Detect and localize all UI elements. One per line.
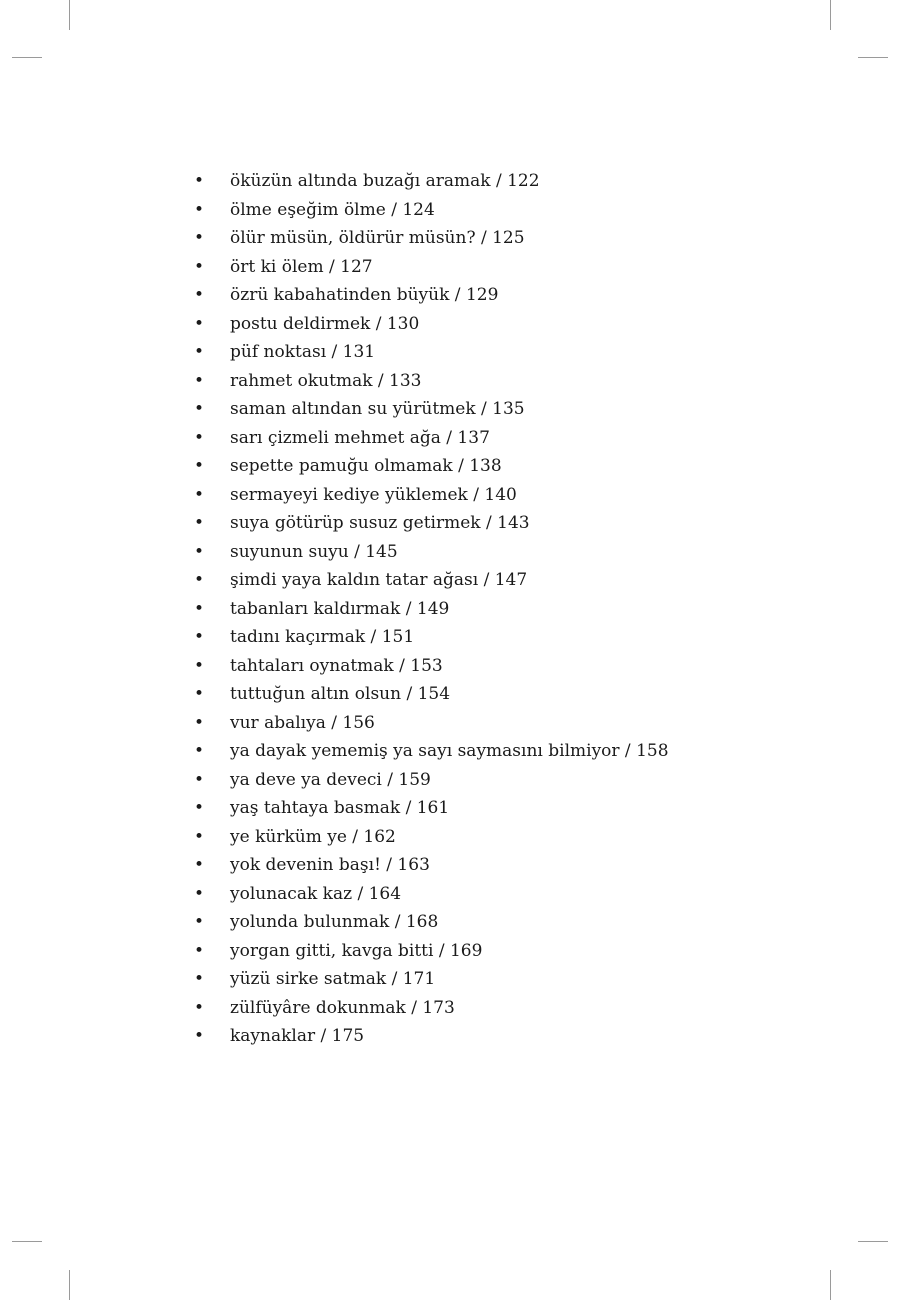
toc-entry-text: yaş tahtaya basmak / 161 xyxy=(230,798,450,818)
list-item xyxy=(194,196,814,225)
bullet-icon: • xyxy=(194,855,205,875)
list-item xyxy=(194,709,814,738)
crop-mark-top-left-horizontal xyxy=(12,57,42,58)
bullet-icon: • xyxy=(194,769,205,790)
toc-entry-text: postu deldirmek / 130 xyxy=(230,313,420,334)
bullet-icon: • xyxy=(194,598,205,619)
toc-entry-text: suyunun suyu / 145 xyxy=(230,541,398,562)
bullet-icon: • xyxy=(194,655,205,676)
bullet-icon: • xyxy=(194,171,205,191)
toc-entry-text: sepette pamuğu olmamak / 138 xyxy=(230,456,502,476)
toc-entry-text: öküzün altında buzağı aramak / 122 xyxy=(230,171,540,191)
list-item xyxy=(194,167,814,196)
bullet-icon: • xyxy=(194,513,205,533)
bullet-icon: • xyxy=(194,997,205,1018)
crop-mark-top-left-vertical xyxy=(69,0,70,30)
toc-entry-text: yolunda bulunmak / 168 xyxy=(230,912,439,932)
list-item xyxy=(194,851,814,880)
toc-entry-text: yüzü sirke satmak / 171 xyxy=(230,969,436,989)
bullet-icon: • xyxy=(194,741,205,761)
bullet-icon: • xyxy=(194,370,205,391)
list-item xyxy=(194,367,814,396)
toc-entry-text: ye kürküm ye / 162 xyxy=(230,826,396,847)
list-item xyxy=(194,880,814,909)
list-item xyxy=(194,281,814,310)
bullet-icon: • xyxy=(194,570,205,590)
crop-mark-bottom-right-vertical xyxy=(830,1270,831,1300)
bullet-icon: • xyxy=(194,399,205,419)
crop-mark-top-right-horizontal xyxy=(858,57,888,58)
list-item xyxy=(194,766,814,795)
toc-entry-text: vur abalıya / 156 xyxy=(230,712,375,733)
list-item xyxy=(194,452,814,481)
list-item xyxy=(194,509,814,538)
bullet-icon: • xyxy=(194,712,205,733)
list-item xyxy=(194,652,814,681)
toc-entry-text: ya deve ya deveci / 159 xyxy=(230,769,431,790)
toc-entry-text: kaynaklar / 175 xyxy=(230,1026,365,1046)
list-item xyxy=(194,965,814,994)
bullet-icon: • xyxy=(194,228,205,248)
toc-entry-text: tahtaları oynatmak / 153 xyxy=(230,655,443,676)
list-item xyxy=(194,1022,814,1051)
list-item xyxy=(194,794,814,823)
toc-entry-text: şimdi yaya kaldın tatar ağası / 147 xyxy=(230,570,528,590)
list-item xyxy=(194,623,814,652)
toc-entry-text: saman altından su yürütmek / 135 xyxy=(230,399,525,419)
toc-entry-text: püf noktası / 131 xyxy=(230,342,376,362)
toc-entry-text: ört ki ölem / 127 xyxy=(230,256,373,277)
toc-entry-text: suya götürüp susuz getirmek / 143 xyxy=(230,513,530,533)
list-item xyxy=(194,424,814,453)
list-item xyxy=(194,481,814,510)
toc-entry-text: yorgan gitti, kavga bitti / 169 xyxy=(230,940,483,961)
bullet-icon: • xyxy=(194,285,205,305)
bullet-icon: • xyxy=(194,627,205,647)
bullet-icon: • xyxy=(194,256,205,277)
list-item xyxy=(194,224,814,253)
toc-entry-text: rahmet okutmak / 133 xyxy=(230,370,422,391)
crop-mark-bottom-left-vertical xyxy=(69,1270,70,1300)
crop-mark-bottom-left-horizontal xyxy=(12,1241,42,1242)
bullet-icon: • xyxy=(194,912,205,932)
bullet-icon: • xyxy=(194,940,205,961)
bullet-icon: • xyxy=(194,456,205,476)
list-item xyxy=(194,737,814,766)
bullet-icon: • xyxy=(194,427,205,448)
bullet-icon: • xyxy=(194,199,205,220)
toc-entry-text: tabanları kaldırmak / 149 xyxy=(230,598,450,619)
toc-entry-text: ya dayak yememiş ya sayı saymasını bilmiyor / 158 xyxy=(230,741,669,761)
toc-entry-text: tadını kaçırmak / 151 xyxy=(230,627,415,647)
list-item xyxy=(194,823,814,852)
list-item xyxy=(194,908,814,937)
table-of-contents-list xyxy=(194,167,814,1051)
list-item xyxy=(194,566,814,595)
crop-mark-bottom-right-horizontal xyxy=(858,1241,888,1242)
crop-mark-top-right-vertical xyxy=(830,0,831,30)
list-item xyxy=(194,538,814,567)
list-item xyxy=(194,680,814,709)
bullet-icon: • xyxy=(194,684,205,704)
bullet-icon: • xyxy=(194,883,205,904)
list-item xyxy=(194,253,814,282)
list-item xyxy=(194,338,814,367)
bullet-icon: • xyxy=(194,826,205,847)
list-item xyxy=(194,937,814,966)
list-item xyxy=(194,595,814,624)
bullet-icon: • xyxy=(194,798,205,818)
toc-entry-text: sarı çizmeli mehmet ağa / 137 xyxy=(230,427,490,448)
bullet-icon: • xyxy=(194,313,205,334)
toc-entry-text: özrü kabahatinden büyük / 129 xyxy=(230,285,499,305)
toc-entry-text: zülfüyâre dokunmak / 173 xyxy=(230,997,455,1018)
toc-entry-text: yok devenin başı! / 163 xyxy=(230,855,430,875)
bullet-icon: • xyxy=(194,1026,205,1046)
bullet-icon: • xyxy=(194,484,205,505)
list-item xyxy=(194,395,814,424)
list-item xyxy=(194,310,814,339)
bullet-icon: • xyxy=(194,969,205,989)
list-item xyxy=(194,994,814,1023)
toc-entry-text: ölme eşeğim ölme / 124 xyxy=(230,199,435,220)
bullet-icon: • xyxy=(194,541,205,562)
toc-entry-text: tuttuğun altın olsun / 154 xyxy=(230,684,451,704)
toc-entry-text: yolunacak kaz / 164 xyxy=(230,883,402,904)
toc-entry-text: ölür müsün, öldürür müsün? / 125 xyxy=(230,228,525,248)
toc-entry-text: sermayeyi kediye yüklemek / 140 xyxy=(230,484,517,505)
bullet-icon: • xyxy=(194,342,205,362)
